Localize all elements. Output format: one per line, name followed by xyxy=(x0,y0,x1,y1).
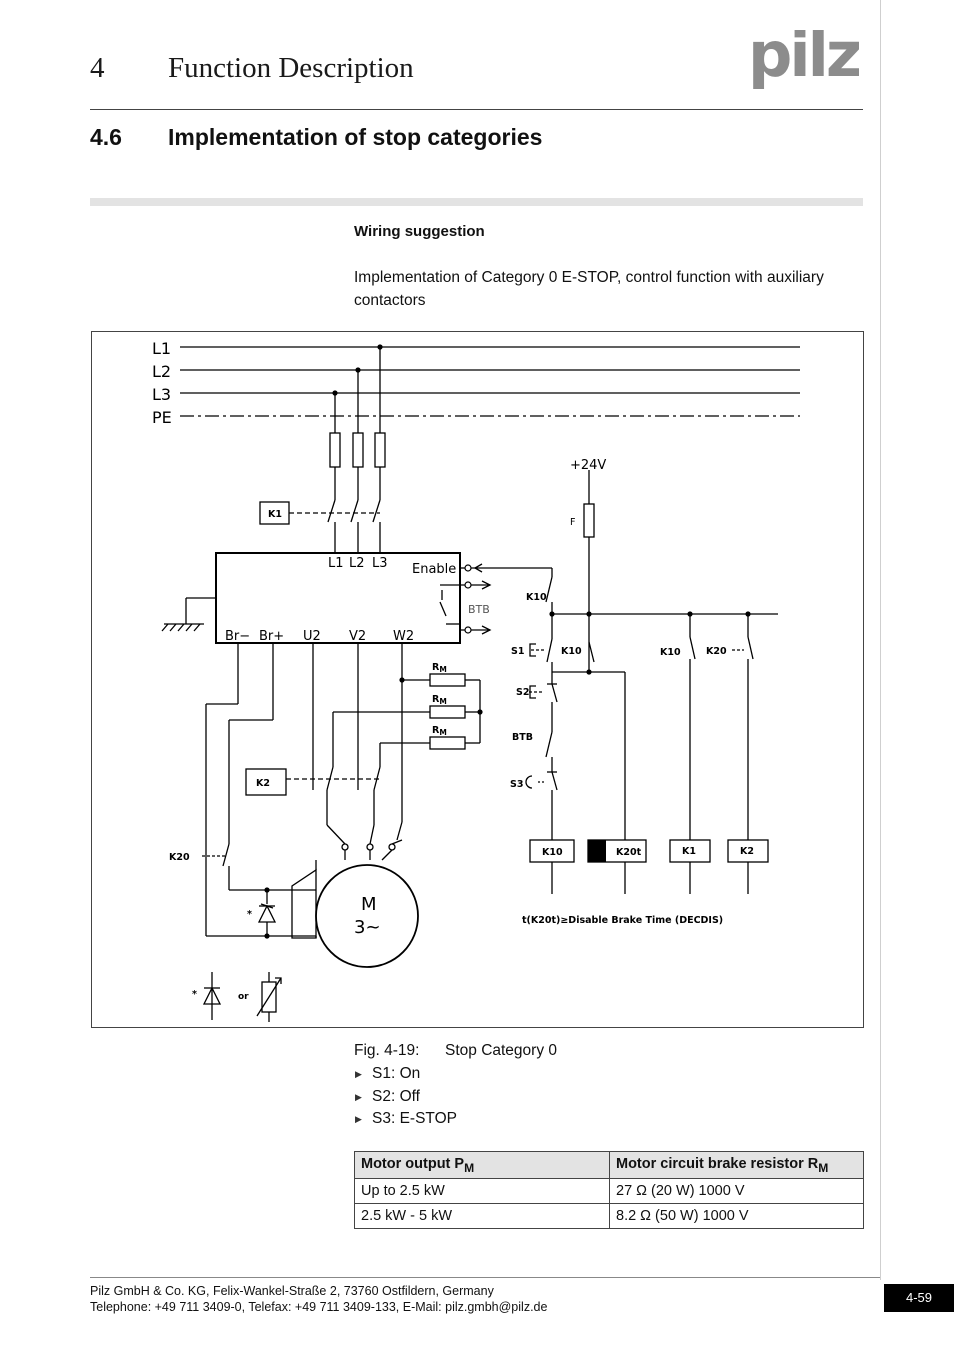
coil-k10: K10 xyxy=(542,847,563,858)
or-label: or xyxy=(238,992,249,1002)
footer-address: Pilz GmbH & Co. KG, Felix-Wankel-Straße 2, 73760 Ostfildern, Germany xyxy=(90,1284,494,1298)
table-cell: 2.5 kW - 5 kW xyxy=(355,1204,610,1229)
contact-k10-b: K10 xyxy=(561,646,582,657)
bullet-arrow-icon: ▶ xyxy=(355,1069,362,1079)
wiring-diagram-frame xyxy=(91,331,864,1028)
fuse-label: F xyxy=(570,517,576,528)
page-edge-line xyxy=(880,0,881,1280)
section-title: Implementation of stop categories xyxy=(168,124,543,150)
footer-contact: Telephone: +49 711 3409-0, Telefax: +49 711 3409-133, E-Mail: pilz.gmbh@pilz.de xyxy=(90,1300,548,1314)
bullet-arrow-icon: ▶ xyxy=(355,1091,362,1102)
contact-s3: S3 xyxy=(510,779,524,790)
wiring-description: Implementation of Category 0 E-STOP, control function with auxiliary contactors xyxy=(354,269,824,309)
wiring-heading: Wiring suggestion xyxy=(354,223,485,240)
drive-terminal-v2: V2 xyxy=(349,629,367,644)
header-rule xyxy=(90,109,863,110)
supply-label: +24V xyxy=(570,458,607,473)
drive-terminal-w2: W2 xyxy=(393,629,415,644)
switch-legend xyxy=(354,1063,457,1131)
star-marker: * xyxy=(192,989,197,1000)
motor-label: M xyxy=(361,894,377,915)
pilz-logo xyxy=(748,30,866,94)
drive-terminal-l2: L2 xyxy=(349,556,365,571)
divider-band xyxy=(90,198,863,206)
bullet-arrow-icon: ▶ xyxy=(355,1114,362,1124)
footer xyxy=(90,1283,547,1315)
wiring-diagram xyxy=(92,332,863,1027)
brake-resistor-table xyxy=(354,1151,864,1229)
k1-relay-label: K1 xyxy=(268,509,282,520)
drive-terminal-br-plus: Br+ xyxy=(259,629,285,644)
list-item: ▶ S3: E-STOP xyxy=(354,1108,457,1131)
resistor-label-1: $R_M$ xyxy=(432,662,447,674)
contact-k10-c: K10 xyxy=(660,647,681,658)
resistor-label-3: $R_M$ xyxy=(432,725,447,737)
table-cell: Up to 2.5 kW xyxy=(355,1179,610,1204)
resistor-label-2: $R_M$ xyxy=(432,694,447,706)
contact-s1: S1 xyxy=(511,646,525,657)
drive-terminal-l3: L3 xyxy=(372,556,388,571)
table-cell: 27 Ω (20 W) 1000 V xyxy=(610,1179,864,1204)
page-number: 4-59 xyxy=(884,1284,954,1312)
btb-label: BTB xyxy=(468,603,490,616)
footer-rule xyxy=(90,1277,880,1278)
column-header-motor-output: Motor output $P_M$ xyxy=(355,1152,610,1179)
line-label-l3: L3 xyxy=(152,385,172,404)
timing-note: t(K20t)≥Disable Brake Time (DECDIS) xyxy=(522,915,724,926)
line-label-l1: L1 xyxy=(152,339,172,358)
coil-k2: K2 xyxy=(740,846,754,857)
contact-k20: K20 xyxy=(706,646,727,657)
table-row xyxy=(355,1204,864,1229)
column-header-brake-resistor: Motor circuit brake resistor $R_M$ xyxy=(610,1152,864,1179)
drive-terminal-u2: U2 xyxy=(303,629,321,644)
list-item: ▶ S1: On xyxy=(354,1063,457,1086)
motor-phases-label: 3~ xyxy=(354,917,381,938)
svg-text:pilz: pilz xyxy=(748,30,859,91)
contact-s2: S2 xyxy=(516,687,530,698)
k2-relay-label: K2 xyxy=(256,778,270,789)
enable-label: Enable xyxy=(412,562,457,577)
contact-btb: BTB xyxy=(512,732,533,743)
drive-terminal-l1: L1 xyxy=(328,556,344,571)
line-label-pe: PE xyxy=(152,408,172,427)
star-marker-upper: * xyxy=(247,909,252,920)
coil-k1: K1 xyxy=(682,846,696,857)
figure-title: Stop Category 0 xyxy=(445,1042,558,1059)
contact-k20-left: K20 xyxy=(169,852,190,863)
contact-k10-a: K10 xyxy=(526,592,547,603)
section-number: 4.6 xyxy=(90,124,122,150)
table-header-row xyxy=(355,1152,864,1179)
chapter-number: 4 xyxy=(90,52,105,84)
drive-terminal-br-minus: Br− xyxy=(225,629,251,644)
figure-label: Fig. 4-19: xyxy=(354,1042,420,1059)
figure-caption xyxy=(354,1042,557,1060)
table-cell: 8.2 Ω (50 W) 1000 V xyxy=(610,1204,864,1229)
coil-k20t: K20t xyxy=(616,847,642,858)
chapter-title: Function Description xyxy=(168,52,414,84)
line-label-l2: L2 xyxy=(152,362,172,381)
list-item: ▶ S2: Off xyxy=(354,1086,457,1109)
table-row xyxy=(355,1179,864,1204)
